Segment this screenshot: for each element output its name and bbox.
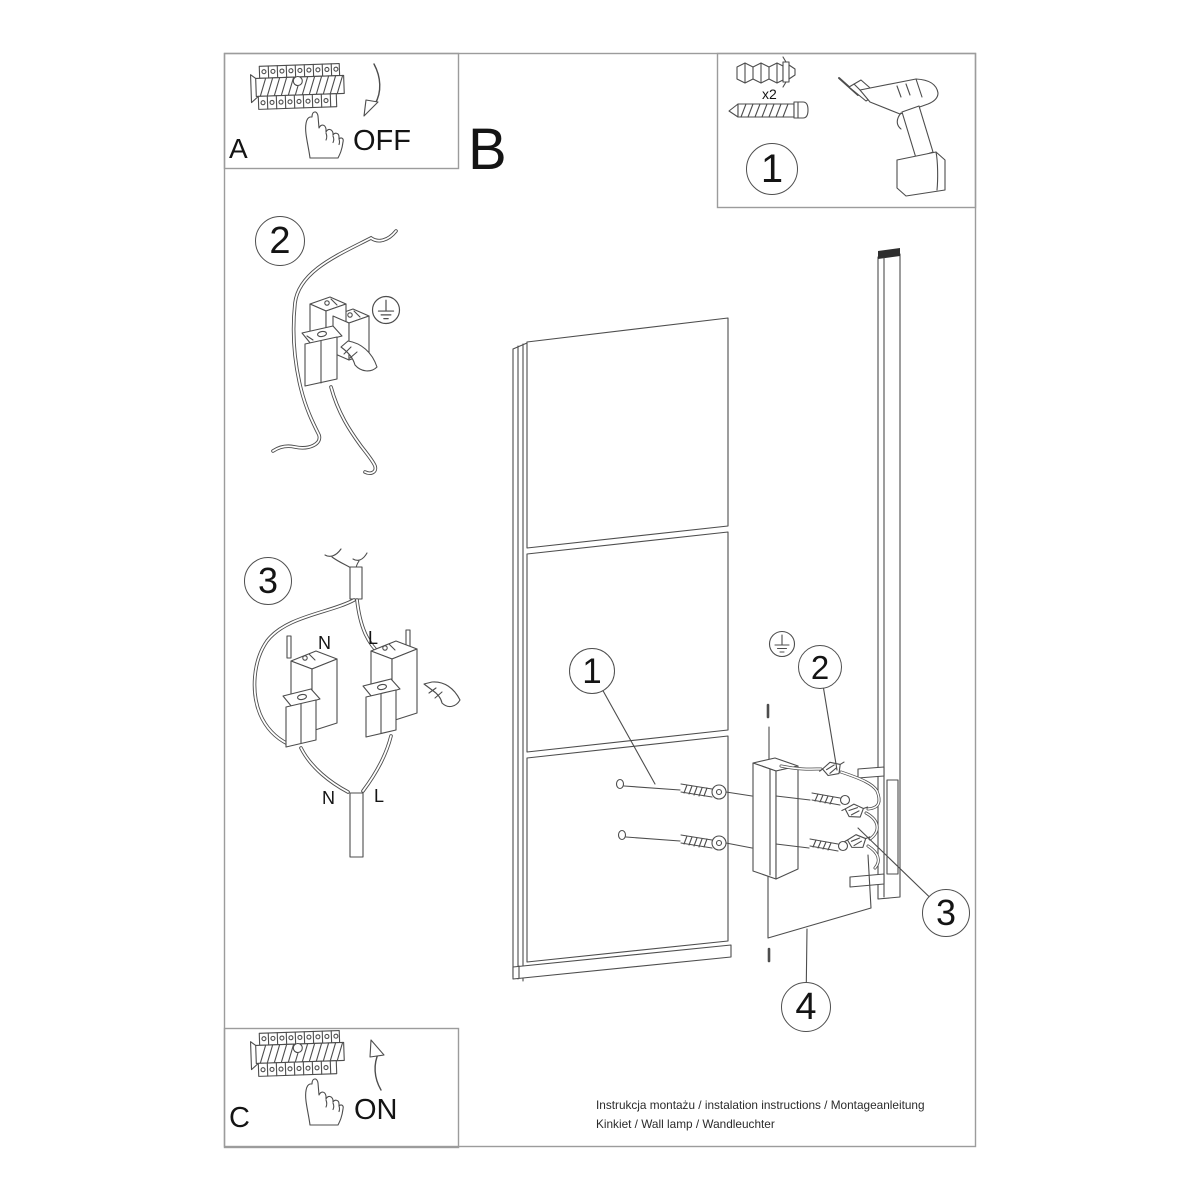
pressing-hand-icon <box>424 682 460 707</box>
wiring-step2 <box>273 231 400 473</box>
terminal-block-pair <box>302 297 369 386</box>
wire-connector-icon <box>819 761 845 776</box>
wire-l-bottom-label: L <box>374 786 385 806</box>
install-step4-badge: 4 <box>781 982 831 1032</box>
install-step3-badge: 3 <box>922 889 970 937</box>
breaker-off-label: OFF <box>353 125 411 157</box>
step2-badge: 2 <box>255 216 305 266</box>
ground-symbol-icon <box>770 632 795 657</box>
pointing-hand-icon <box>306 112 344 158</box>
ground-symbol-icon <box>373 297 400 324</box>
pointing-hand-icon <box>306 1079 344 1125</box>
mounting-box <box>753 758 798 879</box>
install-step2-badge: 2 <box>798 645 842 689</box>
screw-icon <box>812 793 850 805</box>
screw-icon <box>810 839 848 851</box>
footer-line-1: Instrukcja montażu / instalation instructions / Montageanleitung <box>596 1098 925 1112</box>
section-b-label: B <box>468 117 507 182</box>
anchor-quantity-label: x2 <box>762 86 777 102</box>
section-c-label: C <box>229 1102 250 1134</box>
step3-badge: 3 <box>244 557 292 605</box>
tools-step-badge: 1 <box>746 143 798 195</box>
wall-anchor-icon <box>737 57 795 87</box>
section-a-label: A <box>229 133 248 164</box>
footer <box>596 1096 925 1134</box>
breaker-on-label: ON <box>354 1094 398 1126</box>
footer-line-2: Kinkiet / Wall lamp / Wandleuchter <box>596 1117 775 1131</box>
arrow-down-icon <box>364 64 380 116</box>
drill-icon <box>839 78 945 196</box>
arrow-up-icon <box>370 1040 384 1090</box>
screw-leader-lines <box>726 792 752 848</box>
install-step1-badge: 1 <box>569 648 615 694</box>
mounting-screw-icon <box>729 102 808 118</box>
wire-l-top-label: L <box>368 628 379 648</box>
wall-lamp-bar <box>850 248 900 899</box>
mounting-plate <box>887 780 898 874</box>
wall-panels <box>513 318 731 981</box>
wire-n-top-label: N <box>318 633 331 653</box>
wire-n-bottom-label: N <box>322 788 335 808</box>
